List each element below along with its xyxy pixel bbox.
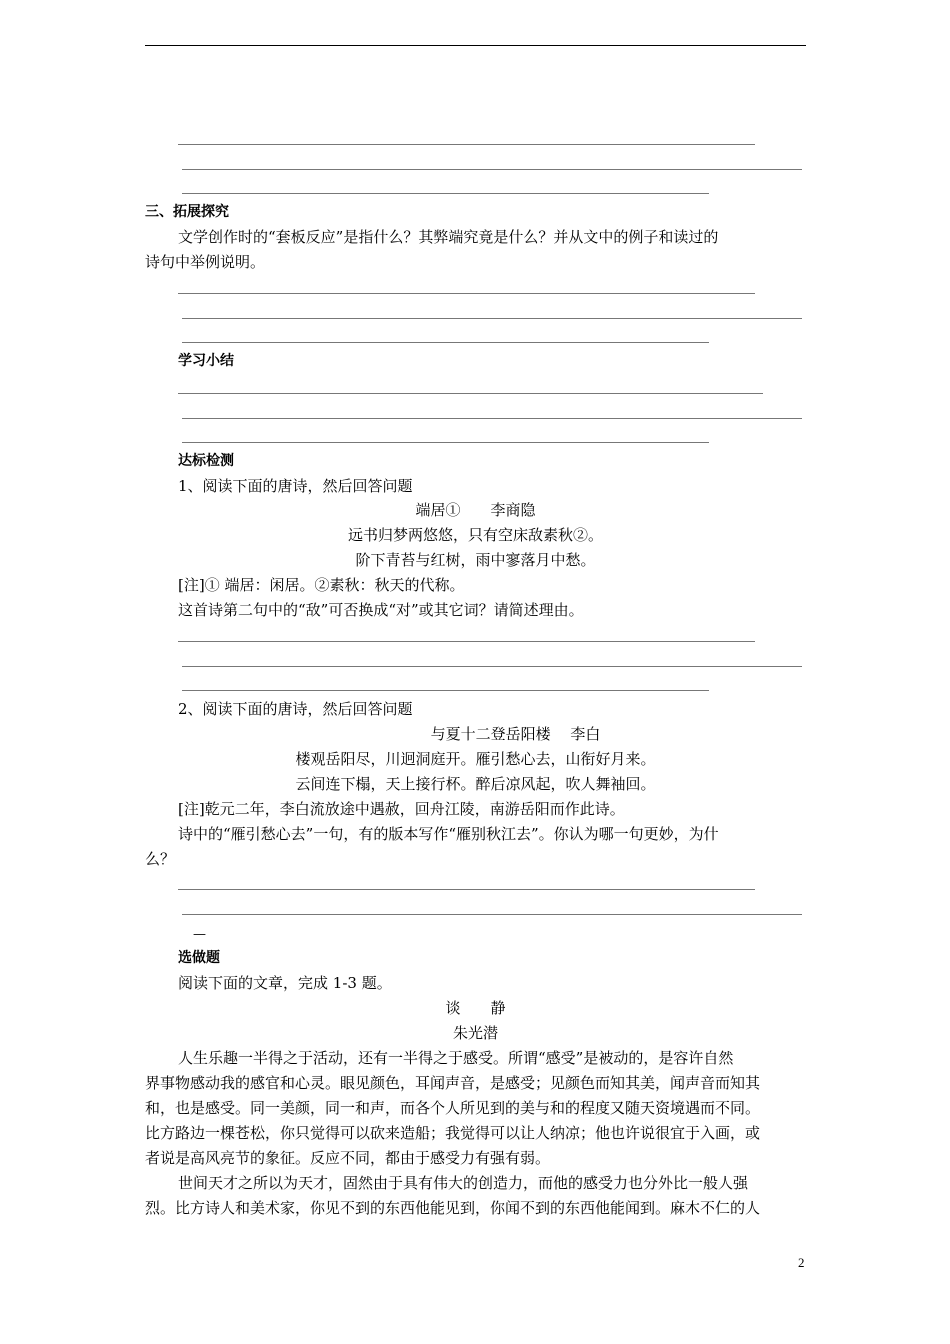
article-line: 和，也是感受。同一美颜，同一和声，而各个人所见到的美与和的程度又随天资境遇而不同。 [145,1099,761,1117]
answer-line [182,193,709,194]
extension-question-line: 诗句中举例说明。 [145,253,266,271]
section-heading-optional: 选做题 [178,950,220,966]
answer-line [182,914,802,915]
article-line: 人生乐趣一半得之于活动，还有一半得之于感受。所谓“感受”是被动的，是容许自然 [178,1049,734,1067]
answer-line [178,144,755,145]
answer-line [182,690,709,691]
q2-intro: 2、阅读下面的唐诗，然后回答问题 [178,700,413,718]
optional-intro: 阅读下面的文章，完成 1-3 题。 [178,974,392,992]
extension-question-line: 文学创作时的“套板反应”是指什么？其弊端究竟是什么？并从文中的例子和读过的 [178,228,719,246]
q2-question-line: 诗中的“雁引愁心去”一句，有的版本写作“雁别秋江去”。你认为哪一句更妙，为什 [178,825,719,843]
stray-mark: — [193,927,206,942]
answer-line [182,666,802,667]
article-line: 世间天才之所以为天才，固然由于具有伟大的创造力，而他的感受力也分外比一般人强 [178,1174,749,1192]
q2-poem-title: 与夏十二登岳阳楼 李白 [430,725,601,743]
header-rule [145,45,806,46]
q2-note: [注]乾元二年，李白流放途中遇赦，回舟江陵，南游岳阳而作此诗。 [178,800,625,818]
article-line: 烈。比方诗人和美术家，你见不到的东西他能见到，你闻不到的东西他能闻到。麻木不仁的人 [145,1199,761,1217]
answer-line [182,342,709,343]
article-line: 者说是高风亮节的象征。反应不同，都由于感受力有强有弱。 [145,1149,551,1167]
section-heading-test: 达标检测 [178,453,234,469]
q2-poem-line: 楼观岳阳尽，川迥洞庭开。雁引愁心去，山衔好月来。 [295,750,656,768]
article-line: 界事物感动我的感官和心灵。眼见颜色，耳闻声音，是感受；见颜色而知其美，闻声音而知其 [145,1074,761,1092]
q1-poem-line: 阶下青苔与红树，雨中寥落月中愁。 [355,551,596,569]
page-number: 2 [798,1255,805,1270]
section-heading-summary: 学习小结 [178,353,234,369]
article-line: 比方路边一棵苍松，你只觉得可以砍来造船；我觉得可以让人纳凉；他也许说很宜于入画，或 [145,1124,761,1142]
q2-poem-line: 云间连下榻，天上接行杯。醉后凉风起，吹人舞袖回。 [295,775,656,793]
answer-line [178,889,755,890]
answer-line [182,418,802,419]
q1-question: 这首诗第二句中的“敌”可否换成“对”或其它词？请简述理由。 [178,601,584,619]
answer-line [178,393,763,394]
q1-poem-title: 端居① 李商隐 [415,501,536,519]
article-author: 朱光潜 [452,1024,498,1042]
q1-intro: 1、阅读下面的唐诗，然后回答问题 [178,477,413,495]
answer-line [182,169,802,170]
q2-question-line: 么？ [145,850,176,868]
answer-line [178,641,755,642]
answer-line [178,293,755,294]
article-title: 谈 静 [445,999,506,1017]
q1-poem-line: 远书归梦两悠悠，只有空床敌素秋②。 [347,526,603,544]
section-heading-extension: 三、拓展探究 [145,204,229,220]
q1-note: [注]① 端居：闲居。②素秋：秋天的代称。 [178,576,465,594]
answer-line [182,442,709,443]
answer-line [182,318,802,319]
